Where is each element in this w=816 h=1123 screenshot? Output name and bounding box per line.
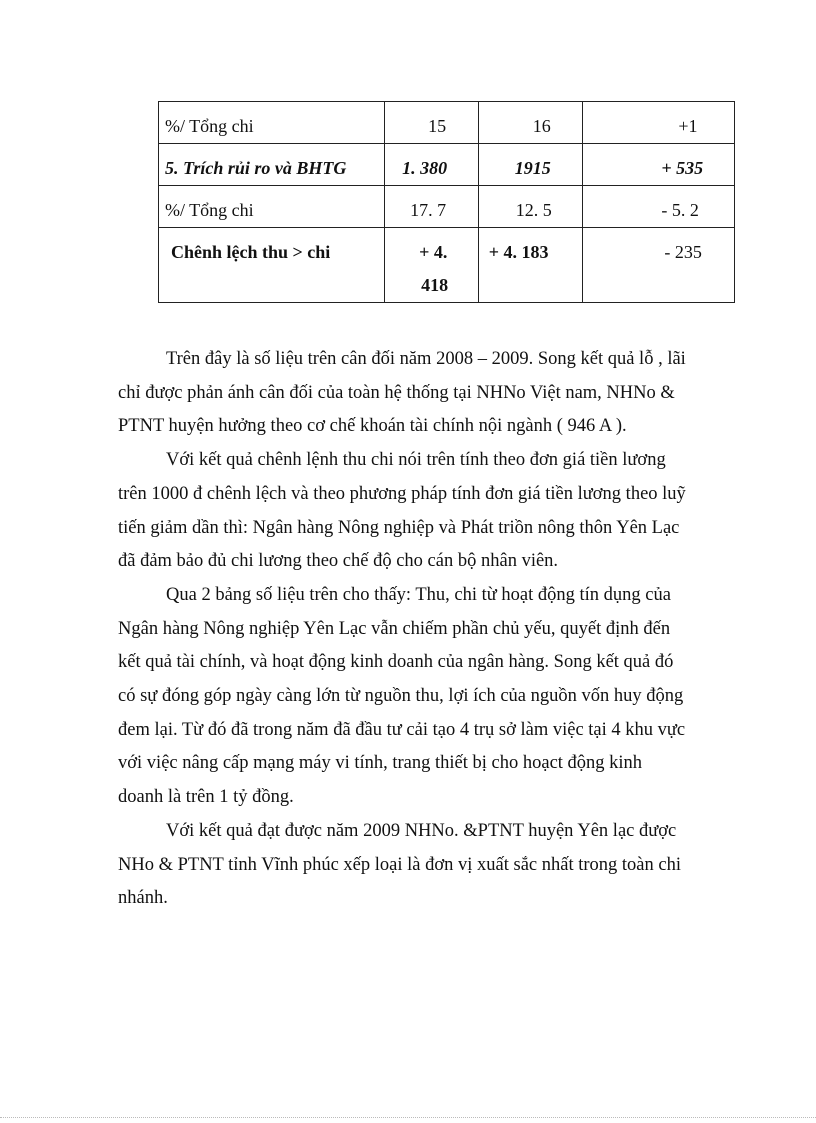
- text-line: tiến giảm dần thì: Ngân hàng Nông nghiệp và Phát triồn nông thôn Yên Lạc: [118, 517, 680, 538]
- text-line: doanh là trên 1 tỷ đồng.: [118, 787, 294, 808]
- paragraph: [118, 815, 700, 916]
- row-label: Chênh lệch thu > chi: [171, 242, 331, 262]
- paragraph: [118, 579, 700, 815]
- value-difference: - 5. 2: [661, 200, 699, 220]
- value-2009: + 4. 183: [488, 242, 549, 262]
- body-text: [118, 343, 700, 916]
- text-line: kết quả tài chính, và hoạt động kinh doanh của ngân hàng. Song kết quả đó: [118, 652, 674, 673]
- table-row: [159, 102, 735, 144]
- text-line: Trên đây là số liệu trên cân đối năm 2008 – 2009. Song kết quả lỗ , lãi: [166, 349, 686, 369]
- text-line: trên 1000 đ chênh lệch và theo phương pháp tính đơn giá tiền lương theo luỹ: [118, 483, 686, 504]
- text-line: có sự đóng góp ngày càng lớn từ nguồn thu, lợi ích của nguồn vốn huy động: [118, 686, 684, 707]
- table-row: [159, 144, 735, 186]
- table-row: [159, 186, 735, 228]
- financial-table: [158, 101, 735, 303]
- value-2008: 1. 380: [402, 158, 448, 178]
- value-2008: [385, 228, 478, 302]
- text-line: đã đảm bảo đủ chi lương theo chế độ cho cán bộ nhân viên.: [118, 551, 559, 572]
- value-difference: +1: [678, 116, 698, 136]
- text-line: với việc nâng cấp mạng máy vi tính, trang thiết bị cho hoạct động kinh: [118, 753, 643, 774]
- text-line: Với kết quả chênh lệnh thu chi nói trên tính theo đơn giá tiền lương: [166, 450, 666, 471]
- value-2008: 17. 7: [410, 200, 447, 220]
- text-line: NHo & PTNT tỉnh Vĩnh phúc xếp loại là đơn vị xuất sắc nhất trong toàn chi: [118, 854, 681, 875]
- text-line: đem lại. Từ đó đã trong năm đã đầu tư cải tạo 4 trụ sở làm việc tại 4 khu vực: [118, 719, 686, 740]
- text-line: nhánh.: [118, 888, 168, 909]
- text-line: chỉ được phản ánh cân đối của toàn hệ thống tại NHNo Việt nam, NHNo &: [118, 382, 675, 403]
- page-edge-divider: [0, 1117, 816, 1118]
- table-row: [159, 228, 735, 303]
- value-2008-line1: + 4.: [419, 242, 448, 262]
- row-label: %/ Tổng chi: [165, 200, 254, 220]
- paragraph: [118, 343, 700, 444]
- value-2009: 16: [532, 116, 551, 136]
- text-line: Qua 2 bảng số liệu trên cho thấy: Thu, chi từ hoạt động tín dụng của: [166, 584, 671, 605]
- value-difference: - 235: [664, 242, 702, 262]
- row-label: 5. Trích rủi ro và BHTG: [165, 158, 347, 178]
- value-2008: 15: [428, 116, 447, 136]
- value-2009: 1915: [514, 158, 551, 178]
- value-2008-line2: 418: [421, 275, 449, 295]
- row-label: %/ Tổng chi: [165, 116, 254, 136]
- text-line: PTNT huyện hưởng theo cơ chế khoán tài chính nội ngành ( 946 A ).: [118, 416, 627, 437]
- paragraph: [118, 444, 700, 579]
- text-line: Ngân hàng Nông nghiệp Yên Lạc vẫn chiếm phần chủ yếu, quyết định đến: [118, 618, 671, 639]
- value-difference: + 535: [661, 158, 704, 178]
- value-2009: 12. 5: [515, 200, 552, 220]
- text-line: Với kết quả đạt được năm 2009 NHNo. &PTNT huyện Yên lạc được: [166, 820, 677, 841]
